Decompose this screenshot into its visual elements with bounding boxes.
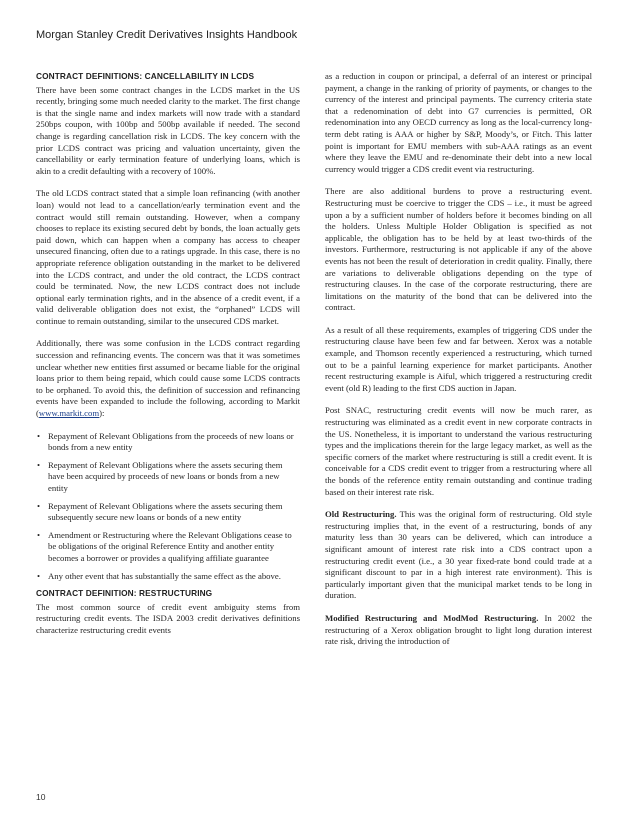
paragraph: Post SNAC, restructuring credit events will now be much rarer, as restructuring was eliminated as a credit event in new corporate contracts in the US. Nonetheless, it is important to understand the various restructuring types and the implications therein for the large legacy market, as well as the specific corners of the market where restructuring is still a credit event. It is conceivable for a CDS credit event to trigger from a restructuring where all the bonds of the reference entity remain outstanding and continue trading based on their interest rate risk. (325, 405, 592, 497)
paragraph (325, 613, 592, 648)
run-in-heading-modified-restructuring: Modified Restructuring and ModMod Restructuring. (325, 612, 539, 623)
section-heading-restructuring: CONTRACT DEFINITION: RESTRUCTURING (36, 588, 213, 599)
paragraph: There are also additional burdens to prove a restructuring event. Restructuring must be coercive to trigger the CDS – i.e., it must be agreed upon a by a sufficient number of holders before it becomes binding on all the holders. Unless Multiple Holder Obligation is specified as not applicable, the obligation has to be held by at least two-thirds of the investors. Furthermore, restructuring is not applicable if any of the above events has not been the result of deterioration in credit quality. Finally, there are variations to deliverable obligations depending on the type of restructuring clauses. In the case of the corporate restructuring, there are limitations on the maturity of the bond that can be delivered into the contract. (325, 186, 592, 313)
list-item (36, 530, 300, 565)
bullet-list (36, 431, 300, 583)
bullet-icon: • (37, 430, 41, 441)
list-item (36, 571, 300, 583)
paragraph-text: This was the original form of restructuring. Old style restructuring implies that, in the event of a restructuring, bonds of any maturity less than 30 years can be delivered, which can introduce a significant amount of interest rate risk into a CDS contract upon a restructuring credit event (i.e., a 30 year fixed-rate bond could trade at a significant discount to par in a high interest rate environment). This is particularly important given that the municipal market tends to be long in duration. (325, 509, 592, 601)
paragraph: The most common source of credit event ambiguity stems from restructuring credit events. The ISDA 2003 credit derivatives definitions characterize restructuring credit events (36, 601, 300, 635)
bullet-icon: • (37, 570, 41, 581)
list-item-text: Repayment of Relevant Obligations where the assets securing them have been acquired by proceeds of new loans or bonds from a new entity (48, 459, 283, 493)
paragraph: There have been some contract changes in the LCDS market in the US recently, bringing some much needed clarity to the market. The first change is that the single name and index markets will now trade with a standard 250bps coupon, with 100bp and 500bp available if needed. The second change is regarding cancellation risk in LCDS. The key concern with the prior LCDS contract was pricing and valuation uncertainty, given the cancellability or early termination feature of underlying loans, which is akin to a credit defaulting with a recovery of 100%. (36, 84, 300, 176)
list-item (36, 460, 300, 495)
paragraph-text: In 2002 the restructuring of a Xerox obligation brought to light long duration interest rate risk, driving the introduction of (325, 612, 592, 647)
markit-link[interactable]: www.markit.com (38, 408, 100, 419)
paragraph: as a reduction in coupon or principal, a deferral of an interest or principal payment, a change in the ranking of priority of payments, or changes to the currency of the interest and principal payments. The currency criteria state that a redenomination of debt into G7 currencies is permitted, OR redenomination into any OECD currency as long as the local-currency long-term debt rating is AAA or higher by S&P, Moody’s, or Fitch. This latter point is important for EMU members with sub-AAA ratings as an event where they leave the EMU and re-denominate their debt into a new local currency would trigger a CDS credit event via restructuring. (325, 71, 592, 174)
page-number: 10 (36, 792, 46, 802)
run-in-heading-old-restructuring: Old Restructuring. (325, 509, 397, 520)
list-item-text: Repayment of Relevant Obligations where the assets securing them subsequently secure new loans or bonds of a new entity (48, 500, 283, 523)
running-header: Morgan Stanley Credit Derivatives Insights Handbook (36, 29, 298, 41)
right-column (325, 71, 592, 659)
paragraph-text: Additionally, there was some confusion in the LCDS contract regarding succession and refinancing events. The concern was that it was sometimes unclear whether new entities first assumed or became liable for the original loans prior to them being repaid, which could cause some LCDS contracts to be orphaned. To avoid this, the definition of succession and refinancing events have been expanded to include the following, according to Markit ( (36, 338, 300, 419)
bullet-icon: • (37, 529, 41, 540)
list-item-text: Repayment of Relevant Obligations from the proceeds of new loans or bonds from a new entity (48, 430, 294, 453)
paragraph (36, 338, 300, 419)
paragraph: The old LCDS contract stated that a simple loan refinancing (with another loan) would not lead to a cancellation/early termination event and the contract would still remain outstanding. However, when a company chooses to replace its existing secured debt by bonds, the loan actually gets paid down, which can happen when a company has access to cheaper unsecured financing, often due to a ratings upgrade. In this case, there is no appropriate reference obligation outstanding in the market to be delivered into the LCDS contract, and under the old contract, the LCDS contract could be terminated. Now, the new LCDS contract does not include optional early termination rights, and in the absence of a credit event, if a valid deliverable obligation does not exist, the “orphaned” LCDS will continue to remain outstanding, similar to the unsecured CDS market. (36, 188, 300, 326)
list-item (36, 501, 300, 524)
section-heading-cancellability: CONTRACT DEFINITIONS: CANCELLABILITY IN LCDS (36, 71, 255, 81)
list-item-text: Any other event that has substantially the same effect as the above. (48, 570, 281, 581)
left-column (36, 71, 300, 648)
paragraph (325, 509, 592, 602)
bullet-icon: • (37, 459, 41, 470)
list-item (36, 431, 300, 454)
paragraph-text: ): (99, 408, 105, 419)
paragraph: As a result of all these requirements, examples of triggering CDS under the restructuring clause have been few and far between. Xerox was a notable example, and Thomson recently experienced a restructuring, which turned out to be a painful learning experience for market participants. Another recent restructuring example is Aiful, which triggered a restructuring credit event (old R) leading to the first CDS auction in Japan. (325, 324, 592, 393)
bullet-icon: • (37, 500, 41, 511)
list-item-text: Amendment or Restructuring where the Relevant Obligations cease to be obligations of the original Reference Entity and another entity becomes a borrower or provides a qualifying affiliate guarantee (48, 529, 292, 563)
